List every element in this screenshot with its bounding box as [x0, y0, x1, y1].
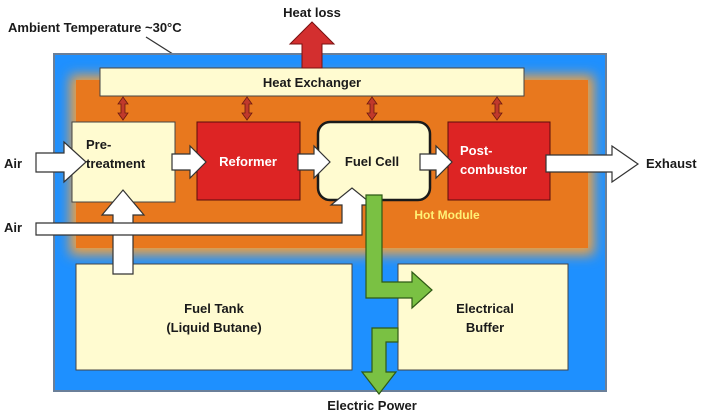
heat-loss-label: Heat loss	[283, 5, 341, 20]
ambient-temperature-label: Ambient Temperature ~30°C	[8, 20, 182, 35]
reformer-label: Reformer	[219, 154, 277, 169]
air-label-1: Air	[4, 156, 23, 171]
fuel-cell-label: Fuel Cell	[344, 154, 400, 169]
electrical-buffer-label-line1: Electrical	[456, 301, 514, 316]
heat-exchanger-label: Heat Exchanger	[262, 75, 362, 90]
fuel-tank-label-line1: Fuel Tank	[184, 301, 244, 316]
postcombustor-label-line2: combustor	[460, 162, 528, 177]
postcombustor-label-line1: Post-	[460, 143, 493, 158]
postcombustor-box	[448, 122, 550, 200]
electrical-buffer-box	[398, 264, 568, 370]
electrical-buffer-label-line2: Buffer	[465, 320, 505, 335]
fuel-tank-label-line2: (Liquid Butane)	[166, 320, 262, 335]
pretreatment-label-line1: Pre-	[86, 137, 112, 152]
air-label-2: Air	[4, 220, 23, 235]
fuel-tank-box	[76, 264, 352, 370]
hot-module-label: Hot Module	[414, 208, 480, 222]
exhaust-label: Exhaust	[646, 156, 697, 171]
pretreatment-label-line2: treatment	[86, 156, 146, 171]
electric-power-label: Electric Power	[327, 398, 417, 413]
